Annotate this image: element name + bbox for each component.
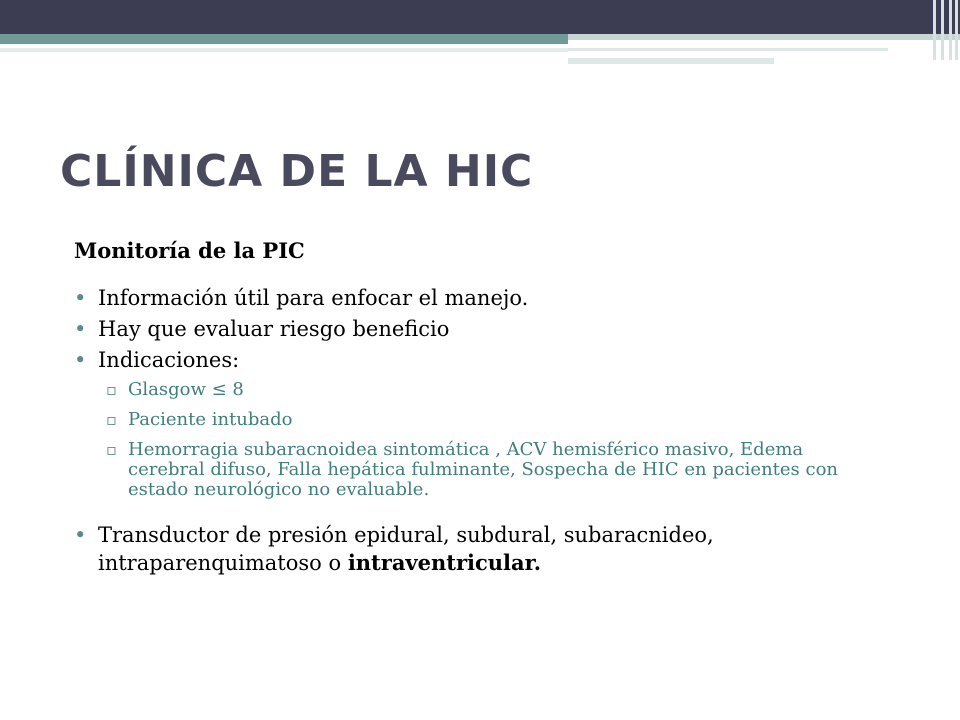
header-rule <box>0 48 568 52</box>
indications-list <box>98 380 874 500</box>
header-bar <box>0 0 960 34</box>
header-rule <box>568 58 774 64</box>
slide-title: CLÍNICA DE LA HIC <box>60 146 534 197</box>
header-gray-line <box>568 34 960 40</box>
indication-item: ▫ Glasgow ≤ 8 <box>98 380 874 400</box>
bullet-item-transducer <box>74 522 874 577</box>
bullet-item-label: Indicaciones: <box>98 348 240 372</box>
corner-decoration <box>926 0 960 60</box>
section-heading: Monitoría de la PIC <box>74 238 305 263</box>
bullet-item: • Información útil para enfocar el manejo. <box>74 285 874 312</box>
transducer-emphasis: intraventricular. <box>347 550 542 575</box>
transducer-text: Transductor de presión epidural, subdural, subaracnideo, intraparenquimatoso o <box>98 523 714 575</box>
indication-item: ▫ Hemorragia subaracnoidea sintomática , ACV hemisférico masivo, Edema cerebral difuso, Falla hepática fulminante, Sospecha de HIC en pacientes con estado neurológico no evaluable. <box>98 440 874 500</box>
bullet-item-indications <box>74 347 874 500</box>
header-accent-line <box>0 34 568 44</box>
bullet-list <box>74 285 874 577</box>
indication-item: ▫ Paciente intubado <box>98 410 874 430</box>
slide-content <box>74 238 874 581</box>
header-rule <box>568 48 888 51</box>
bullet-item: • Hay que evaluar riesgo beneficio <box>74 316 874 343</box>
